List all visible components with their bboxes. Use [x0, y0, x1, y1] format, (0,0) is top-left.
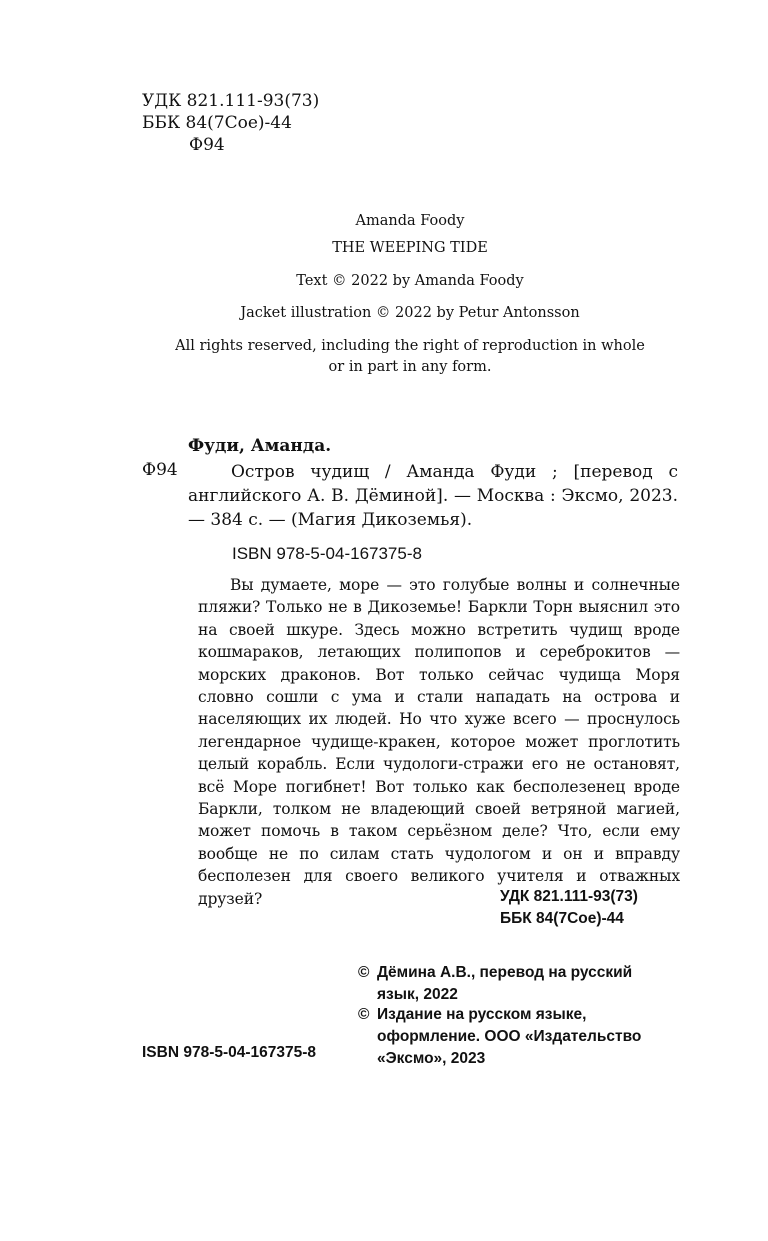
card-code: Ф94 [142, 460, 178, 480]
copyright-icon: © [358, 964, 370, 981]
translation-copyright [358, 962, 632, 1006]
bottom-bbk-code: ББК 84(7Сое)-44 [500, 910, 624, 927]
bbk-code: ББК 84(7Сое)-44 [142, 113, 292, 133]
annotation-text: Вы думаете, море — это голубые волны и солнечные пляжи? Только не в Дикоземье! Баркли Торн выяснил это на своей шкуре. Здесь можно встретить чудищ вроде кошмараков, летающих полипопов и сереброкитов — морских драконов. Вот только сейчас чудища Моря словно сошли с ума и стали нападать на острова и населяющих их людей. Но что хуже всего — проснулось легендарное чудище-кракен, которое может проглотить целый корабль. Если чудологи-стражи его не остановят, всё Море погибнет! Вот только как бесполезенец вроде Баркли, толком не владеющий своей ветряной магией, может помочь в таком серьёзном деле? Что, если ему вообще не по силам стать чудологом и он и вправду бесполезен для своего великого учителя и отважных друзей? [198, 576, 680, 908]
card-heading: Фуди, Аманда. [188, 436, 332, 456]
rights-line-1: All rights reserved, including the right of reproduction in whole [175, 338, 645, 354]
text-copyright: Text © 2022 by Amanda Foody [296, 273, 524, 289]
rights-line-2: or in part in any form. [328, 359, 492, 375]
edition-copyright-line-1: Издание на русском языке, [377, 1006, 587, 1023]
original-title: THE WEEPING TIDE [332, 240, 488, 256]
edition-copyright [358, 1004, 641, 1070]
card-isbn: ISBN 978-5-04-167375-8 [232, 544, 422, 563]
edition-copyright-line-3: «Эксмо», 2023 [377, 1050, 486, 1067]
original-author: Amanda Foody [355, 213, 465, 229]
bottom-isbn: ISBN 978-5-04-167375-8 [142, 1044, 317, 1061]
edition-copyright-line-2: оформление. ООО «Издательство [377, 1028, 642, 1045]
author-mark: Ф94 [189, 135, 225, 155]
copyright-icon: © [358, 1006, 370, 1023]
bottom-classification-codes [500, 886, 638, 930]
card-description: Остров чудищ / Аманда Фуди ; [перевод с английского А. В. Дёминой]. — Москва : Эксмо, 2023. — 384 с. — (Магия Дикоземья). [188, 462, 678, 530]
bottom-udk-code: УДК 821.111-93(73) [500, 888, 638, 905]
udk-code: УДК 821.111-93(73) [142, 91, 320, 111]
translation-copyright-line-2: язык, 2022 [377, 986, 458, 1003]
classification-codes [142, 90, 319, 156]
translation-copyright-line-1: Дёмина А.В., перевод на русский [377, 964, 633, 981]
jacket-copyright: Jacket illustration © 2022 by Petur Antonsson [240, 305, 580, 321]
